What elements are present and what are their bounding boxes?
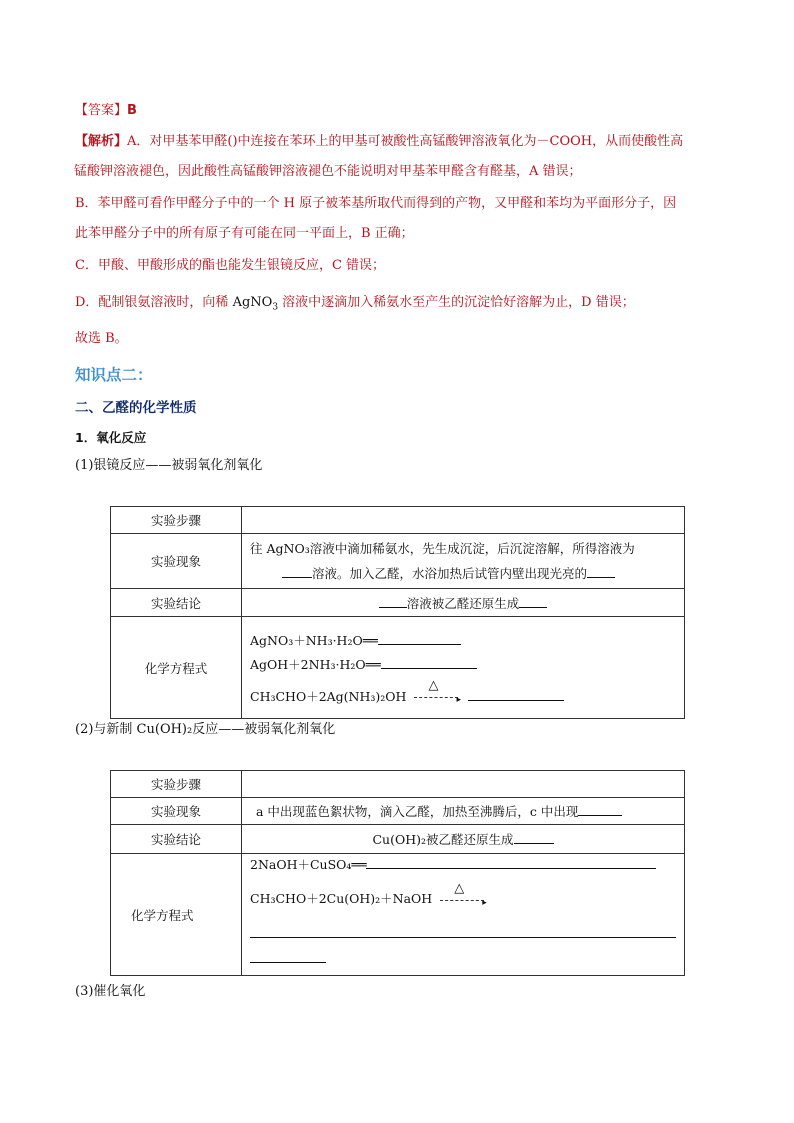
equation-1 <box>250 632 676 650</box>
equation-1-text: AgNO₃＋NH₃·H₂O══ <box>250 632 378 648</box>
section-title: 知识点二： <box>75 366 153 384</box>
equation-3 <box>250 678 676 706</box>
analysis-conclusion: 故选 B。 <box>75 331 128 346</box>
phenomenon-text1: 往 AgNO₃溶液中滴加稀氨水，先生成沉淀，后沉淀溶解，所得溶液为 <box>250 541 635 556</box>
heat-symbol: △ <box>428 678 439 693</box>
analysis-a-line1 <box>75 133 683 151</box>
heat-arrow-icon: △ ▸ <box>440 893 494 907</box>
table-row <box>111 589 685 617</box>
table-row <box>111 798 685 825</box>
answer-blank[interactable] <box>250 950 326 963</box>
answer-blank[interactable] <box>378 632 461 645</box>
answer-blank[interactable] <box>381 656 477 669</box>
heading-acetaldehyde-properties: 二、乙醛的化学性质 <box>75 400 197 416</box>
answer-blank[interactable] <box>379 595 407 608</box>
table-row <box>111 771 685 798</box>
answer-blank[interactable] <box>468 688 564 701</box>
analysis-b-line1: B．苯甲醛可看作甲醛分子中的一个 H 原子被苯基所取代而得到的产物，又甲醛和苯均为平面形分子，因 <box>75 196 677 211</box>
analysis-b-line2: 此苯甲醛分子中的所有原子有可能在同一平面上，B 正确； <box>75 226 414 241</box>
analysis-d-line <box>75 294 635 317</box>
subheading-copper-hydroxide: (2)与新制 Cu(OH)₂反应——被弱氧化剂氧化 <box>75 722 336 737</box>
answer-blank[interactable] <box>519 595 547 608</box>
answer-tag: 【答案】 <box>75 103 128 118</box>
equation-2 <box>250 656 676 674</box>
equation-2-text: AgOH＋2NH₃·H₂O══ <box>250 656 381 672</box>
answer-blank[interactable] <box>578 803 622 816</box>
silver-mirror-table <box>110 506 685 719</box>
conclusion-label: 实验结论 <box>111 825 242 854</box>
subheading-catalytic-oxidation: (3)催化氧化 <box>75 984 146 999</box>
conclusion-label: 实验结论 <box>111 589 242 617</box>
phenomenon-cell <box>242 798 685 825</box>
analysis-a-line2: 锰酸钾溶液褪色，因此酸性高锰酸钾溶液褪色不能说明对甲基苯甲醛含有醛基，A 错误； <box>74 164 582 179</box>
table-row <box>111 507 685 534</box>
equation-1 <box>250 856 676 874</box>
answer-blank[interactable] <box>587 565 615 578</box>
analysis-d-sub: 3 <box>272 302 279 313</box>
heat-symbol: △ <box>454 880 465 896</box>
equation-label: 化学方程式 <box>111 854 242 976</box>
equation-2-text: CH₃CHO＋2Cu(OH)₂＋NaOH <box>250 891 433 906</box>
heading-oxidation: 1．氧化反应 <box>75 430 147 445</box>
analysis-c-line: C．甲酸、甲酸形成的酯也能发生银镜反应，C 错误； <box>75 258 386 273</box>
answer-blank[interactable] <box>282 565 312 578</box>
step-cell <box>242 771 685 798</box>
conclusion-text: Cu(OH)₂被乙醛还原生成 <box>372 832 514 847</box>
analysis-d-pre: D．配制银氨溶液时，向稀 <box>75 295 233 310</box>
analysis-d-formula: AgNO <box>232 295 273 310</box>
equation-3-text: CH₃CHO＋2Ag(NH₃)₂OH <box>250 688 407 704</box>
answer-blank[interactable] <box>250 925 676 938</box>
equation-1-text: 2NaOH＋CuSO₄══ <box>250 857 367 872</box>
conclusion-cell <box>242 589 685 617</box>
equation-2 <box>250 880 676 908</box>
copper-hydroxide-table <box>110 770 685 976</box>
subheading-silver-mirror: (1)银镜反应——被弱氧化剂氧化 <box>75 458 263 473</box>
answer-line <box>75 102 137 120</box>
table-row <box>111 854 685 976</box>
phenomenon-cell <box>242 534 685 589</box>
table-row <box>111 534 685 589</box>
analysis-d-post: 溶液中逐滴加入稀氨水至产生的沉淀恰好溶解为止，D 错误； <box>278 295 635 310</box>
analysis-a-text1: A．对甲基苯甲醛()中连接在苯环上的甲基可被酸性高锰酸钾溶液氧化为－COOH，从而使酸性高 <box>127 134 684 149</box>
step-label: 实验步骤 <box>111 771 242 798</box>
phenomenon-label: 实验现象 <box>111 534 242 589</box>
conclusion-cell <box>242 825 685 854</box>
phenomenon-text: a 中出现蓝色絮状物，滴入乙醛，加热至沸腾后，c 中出现 <box>256 804 579 819</box>
answer-blank[interactable] <box>366 856 656 869</box>
equation-cell <box>242 854 685 976</box>
analysis-tag: 【解析】 <box>75 134 128 149</box>
phenomenon-label: 实验现象 <box>111 798 242 825</box>
equation-label: 化学方程式 <box>111 617 242 719</box>
step-cell <box>242 507 685 534</box>
step-label: 实验步骤 <box>111 507 242 534</box>
answer-blank[interactable] <box>514 831 554 844</box>
phenomenon-text2: 溶液。加入乙醛，水浴加热后试管内壁出现光亮的 <box>312 566 588 581</box>
equation-cell <box>242 617 685 719</box>
conclusion-text: 溶液被乙醛还原生成 <box>406 595 520 611</box>
heat-arrow-icon: △ ▸ <box>414 690 468 704</box>
table-row <box>111 825 685 854</box>
answer-value: B <box>127 103 137 118</box>
table-row <box>111 617 685 719</box>
